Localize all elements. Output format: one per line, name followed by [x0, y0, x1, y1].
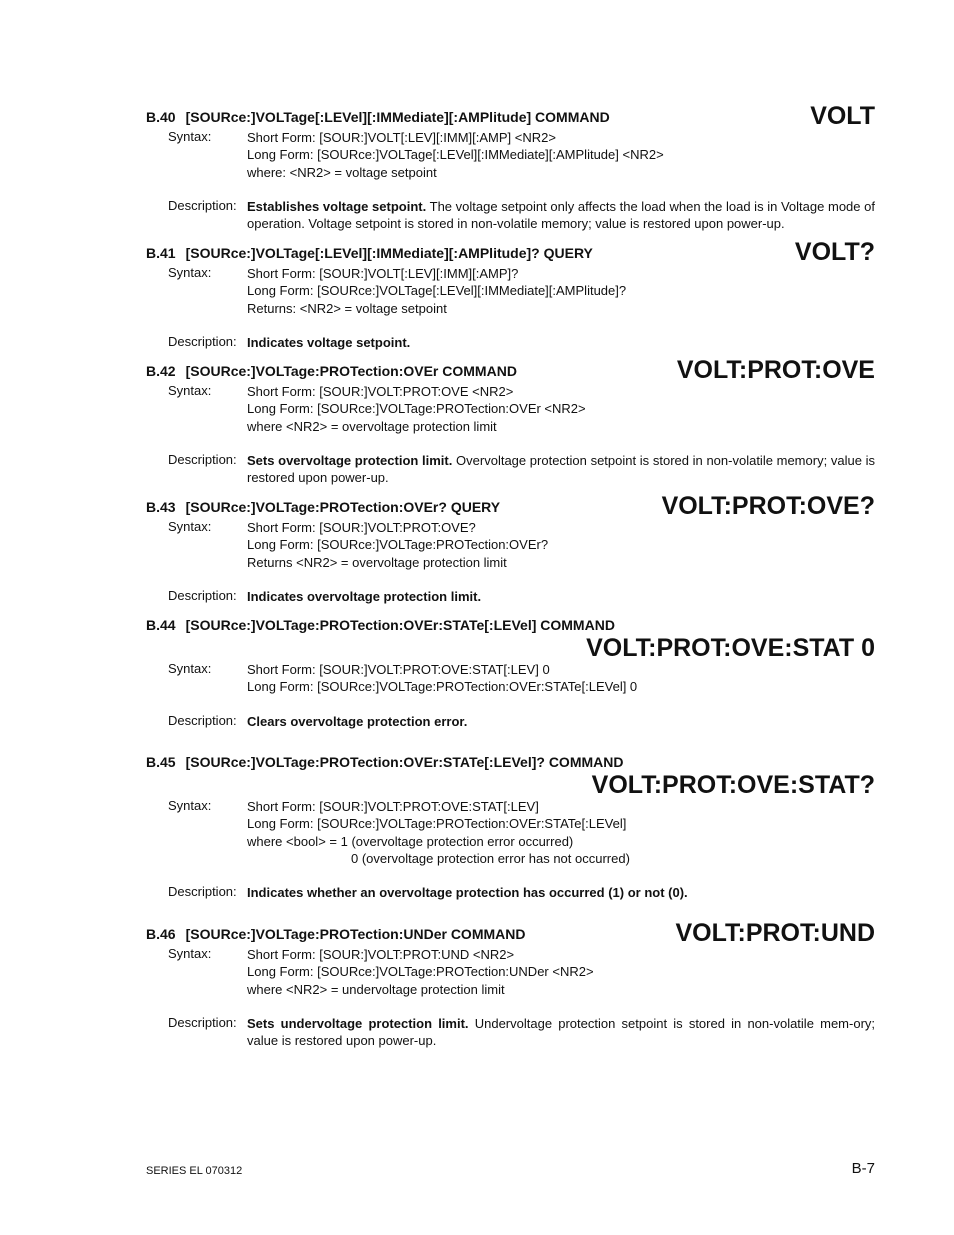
syntax-label: Syntax: — [168, 129, 212, 144]
section-b43 — [0, 491, 954, 605]
section-title: [SOURce:]VOLTage:PROTection:UNDer COMMAND — [185, 926, 526, 942]
command-mnemonic: VOLT — [810, 102, 875, 130]
syntax-label: Syntax: — [168, 265, 212, 280]
syntax-block — [0, 519, 954, 571]
syntax-long-form: Long Form: [SOURce:]VOLTage:PROTection:OVEr <NR2> — [247, 401, 586, 417]
syntax-label: Syntax: — [168, 798, 212, 813]
section-heading — [0, 746, 954, 770]
syntax-long-form: Long Form: [SOURce:]VOLTage:PROTection:UNDer <NR2> — [247, 964, 594, 980]
description-text: Undervoltage protection setpoint is stored in non-volatile mem-ory; value is restored upon power-up. — [247, 1015, 876, 1049]
syntax-where: where <bool> = 1 (overvoltage protection error occurred) — [247, 833, 574, 849]
syntax-label: Syntax: — [168, 946, 212, 961]
description-lead: Indicates overvoltage protection limit. — [247, 588, 482, 604]
section-number: B.46 — [146, 926, 176, 942]
section-title: [SOURce:]VOLTage[:LEVel][:IMMediate][:AMPlitude] COMMAND — [185, 109, 610, 125]
section-title: [SOURce:]VOLTage:PROTection:OVEr? QUERY — [185, 499, 501, 515]
section-b45 — [0, 746, 954, 901]
description-label: Description: — [168, 1014, 237, 1030]
description-label: Description: — [168, 197, 237, 213]
section-b40 — [0, 101, 954, 232]
command-mnemonic: VOLT:PROT:OVE — [676, 356, 875, 384]
syntax-where: where: <NR2> = voltage setpoint — [247, 164, 437, 180]
description-label: Description: — [168, 587, 237, 603]
description-label: Description: — [168, 884, 237, 900]
syntax-short-form: Short Form: [SOUR:]VOLT[:LEV][:IMM][:AMP]? — [247, 266, 519, 281]
section-title: [SOURce:]VOLTage[:LEVel][:IMMediate][:AMPlitude]? QUERY — [185, 245, 593, 261]
section-number: B.41 — [146, 245, 176, 261]
footer-page-number: B-7 — [851, 1160, 875, 1177]
command-mnemonic: VOLT:PROT:OVE? — [661, 492, 875, 520]
syntax-returns: Returns: <NR2> = voltage setpoint — [247, 300, 447, 316]
section-heading — [0, 355, 954, 384]
section-heading — [0, 101, 954, 130]
syntax-long-form: Long Form: [SOURce:]VOLTage[:LEVel][:IMMediate][:AMPlitude] <NR2> — [247, 147, 664, 163]
syntax-block — [0, 798, 954, 867]
description-text: The voltage setpoint only affects the load when the load is in Voltage mode of operation. Voltage setpoint is stored in non-volatile memory; value is restored upon power-up. — [247, 198, 875, 232]
section-number: B.45 — [146, 754, 176, 770]
description-lead: Clears overvoltage protection error. — [247, 713, 468, 729]
section-b44 — [0, 609, 954, 730]
syntax-long-form: Long Form: [SOURce:]VOLTage:PROTection:OVEr? — [247, 537, 549, 553]
section-title: [SOURce:]VOLTage:PROTection:OVEr:STATe[:LEVel] COMMAND — [185, 617, 615, 633]
syntax-short-form: Short Form: [SOUR:]VOLT:PROT:OVE <NR2> — [247, 384, 514, 399]
description-block — [0, 198, 954, 233]
description-block — [0, 1015, 954, 1050]
description-lead: Indicates voltage setpoint. — [247, 334, 411, 350]
description-label: Description: — [168, 333, 237, 349]
description-lead: Establishes voltage setpoint. — [247, 198, 427, 214]
description-block — [0, 588, 954, 605]
syntax-block — [0, 946, 954, 998]
syntax-label: Syntax: — [168, 661, 212, 676]
syntax-where: where <NR2> = undervoltage protection limit — [247, 981, 505, 997]
description-lead: Indicates whether an overvoltage protection has occurred (1) or not (0). — [247, 885, 688, 901]
section-title: [SOURce:]VOLTage:PROTection:OVEr:STATe[:LEVel]? COMMAND — [185, 754, 624, 770]
syntax-short-form: Short Form: [SOUR:]VOLT:PROT:UND <NR2> — [247, 947, 515, 962]
footer-document-id: SERIES EL 070312 — [146, 1165, 243, 1177]
section-heading — [0, 237, 954, 266]
description-block — [0, 884, 954, 901]
description-label: Description: — [168, 451, 237, 467]
syntax-long-form: Long Form: [SOURce:]VOLTage:PROTection:OVEr:STATe[:LEVel] — [247, 816, 627, 832]
description-label: Description: — [168, 712, 237, 728]
command-mnemonic: VOLT? — [794, 238, 875, 266]
syntax-block — [0, 661, 954, 696]
section-b41 — [0, 237, 954, 351]
syntax-where-alt: 0 (overvoltage protection error has not occurred) — [351, 850, 630, 866]
section-heading — [0, 918, 954, 947]
section-number: B.43 — [146, 499, 176, 515]
syntax-block — [0, 265, 954, 317]
syntax-block — [0, 383, 954, 435]
command-mnemonic: VOLT:PROT:OVE:STAT? — [591, 771, 875, 799]
syntax-short-form: Short Form: [SOUR:]VOLT[:LEV][:IMM][:AMP] <NR2> — [247, 130, 556, 145]
command-mnemonic: VOLT:PROT:OVE:STAT 0 — [586, 634, 875, 662]
section-number: B.40 — [146, 109, 176, 125]
section-heading — [0, 491, 954, 520]
syntax-short-form: Short Form: [SOUR:]VOLT:PROT:OVE:STAT[:LEV] 0 — [247, 662, 550, 677]
section-title: [SOURce:]VOLTage:PROTection:OVEr COMMAND — [185, 363, 517, 379]
description-lead: Sets undervoltage protection limit. — [247, 1015, 469, 1031]
section-heading — [0, 609, 954, 633]
section-number: B.44 — [146, 617, 176, 633]
description-block — [0, 334, 954, 351]
syntax-block — [0, 129, 954, 181]
description-lead: Sets overvoltage protection limit. — [247, 452, 453, 468]
syntax-label: Syntax: — [168, 383, 212, 398]
description-text: Overvoltage protection setpoint is stored in non-volatile memory; value is restored upon power-up. — [247, 452, 875, 486]
syntax-label: Syntax: — [168, 519, 212, 534]
section-b42 — [0, 355, 954, 486]
syntax-long-form: Long Form: [SOURce:]VOLTage:PROTection:OVEr:STATe[:LEVel] 0 — [247, 679, 638, 695]
syntax-where: where <NR2> = overvoltage protection limit — [247, 418, 497, 434]
description-block — [0, 452, 954, 487]
syntax-short-form: Short Form: [SOUR:]VOLT:PROT:OVE? — [247, 520, 476, 535]
syntax-returns: Returns <NR2> = overvoltage protection limit — [247, 554, 507, 570]
syntax-long-form: Long Form: [SOURce:]VOLTage[:LEVel][:IMMediate][:AMPlitude]? — [247, 283, 627, 299]
syntax-short-form: Short Form: [SOUR:]VOLT:PROT:OVE:STAT[:LEV] — [247, 799, 539, 814]
section-number: B.42 — [146, 363, 176, 379]
section-b46 — [0, 918, 954, 1049]
description-block — [0, 713, 954, 730]
command-mnemonic: VOLT:PROT:UND — [675, 919, 875, 947]
